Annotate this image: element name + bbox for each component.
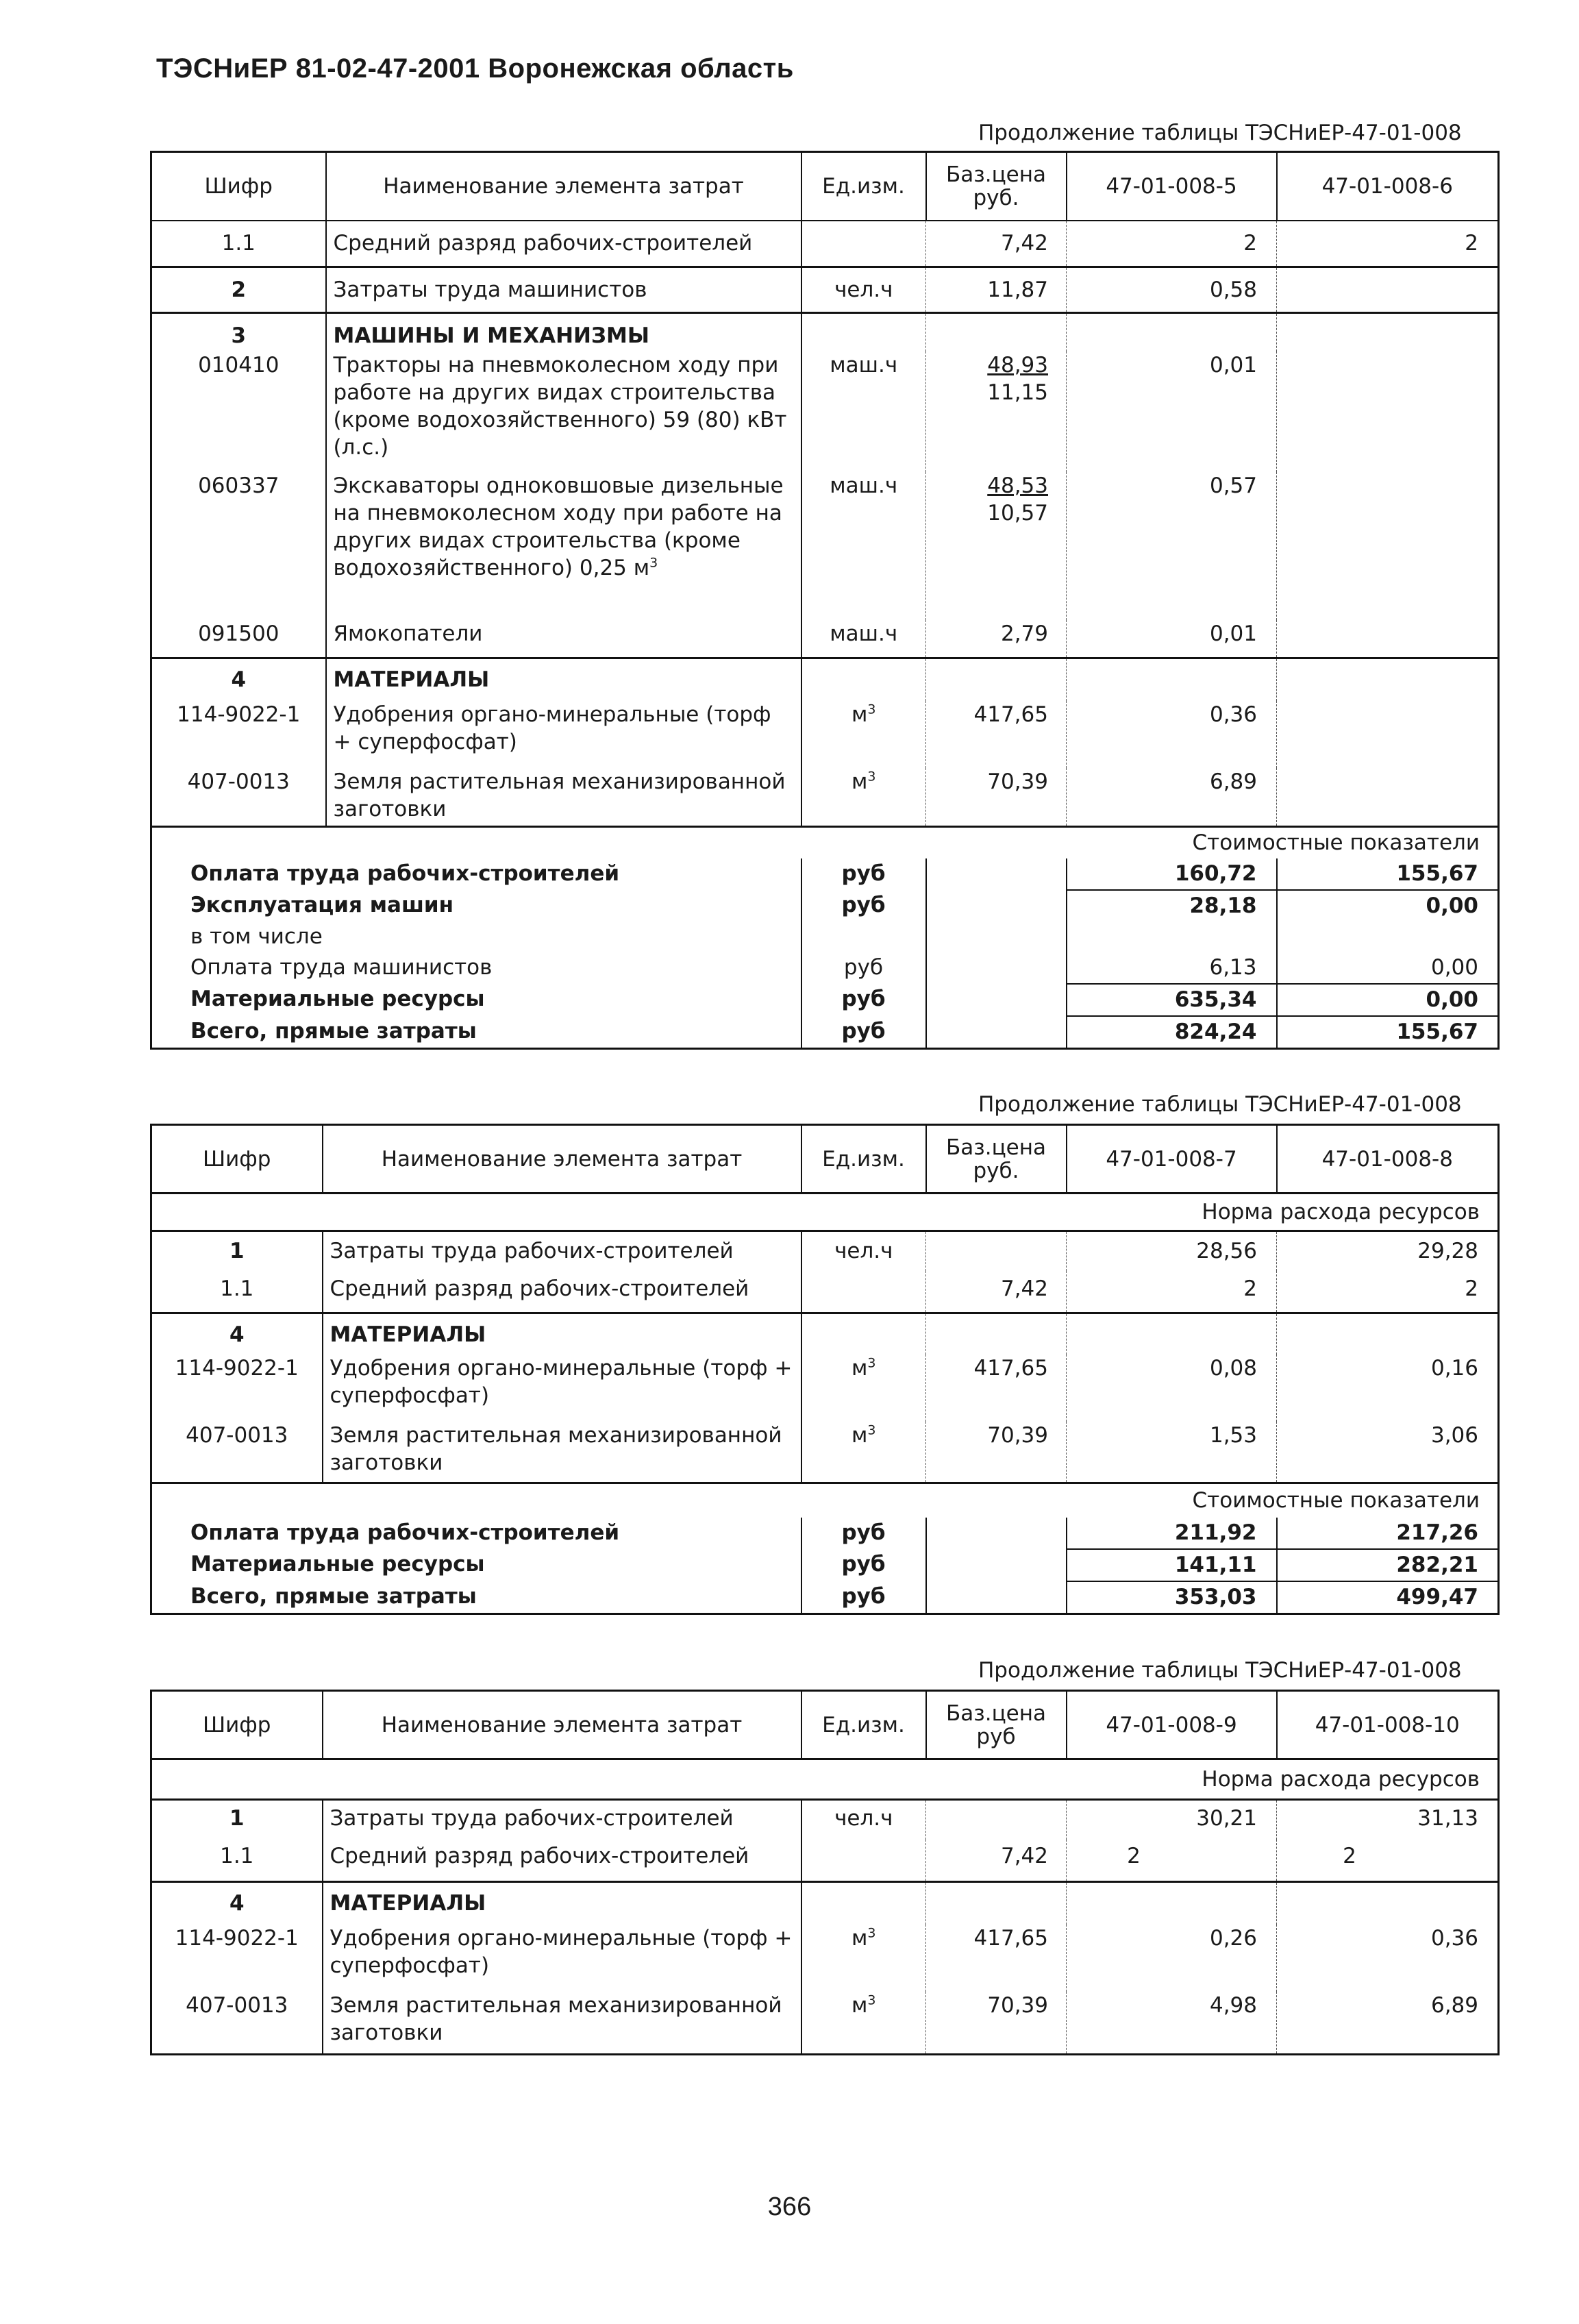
cell-unit bbox=[801, 1925, 926, 1992]
price-main: 48,93 bbox=[987, 352, 1048, 378]
summary-row bbox=[151, 1581, 1499, 1614]
table-row bbox=[151, 1800, 1499, 1840]
col-base-price: Баз.цена руб. bbox=[926, 1125, 1067, 1194]
cell-price: 7,42 bbox=[926, 221, 1067, 267]
col-code-1: 47-01-008-7 bbox=[1067, 1125, 1277, 1194]
cell-section: МАШИНЫ И МЕХАНИЗМЫ bbox=[326, 313, 801, 351]
cell-value-1: 6,89 bbox=[1067, 768, 1277, 827]
cell-unit bbox=[801, 1271, 926, 1313]
col-base-price: Баз.цена руб bbox=[926, 1691, 1067, 1759]
cell-unit bbox=[801, 701, 926, 768]
cell-code: 3 bbox=[151, 313, 326, 351]
summary-row bbox=[151, 1016, 1499, 1049]
summary-value-1: 28,18 bbox=[1067, 890, 1277, 922]
cell-value-2 bbox=[1277, 620, 1499, 658]
price-main: 48,53 bbox=[987, 473, 1048, 498]
cell-unit: чел.ч bbox=[801, 1800, 926, 1840]
cell-code: 407-0013 bbox=[151, 1992, 323, 2055]
cell-price bbox=[926, 351, 1067, 472]
summary-value-1: 635,34 bbox=[1067, 984, 1277, 1016]
cell-value-1: 28,56 bbox=[1067, 1231, 1277, 1271]
cell-name bbox=[326, 472, 801, 620]
cost-indicators-row bbox=[151, 827, 1499, 858]
table2-header bbox=[151, 1125, 1499, 1194]
summary-value-2: 0,00 bbox=[1277, 952, 1499, 984]
summary-unit: руб bbox=[801, 952, 926, 984]
cost-indicators-label: Стоимостные показатели bbox=[151, 1483, 1499, 1518]
cell-code: 4 bbox=[151, 658, 326, 701]
cell-unit bbox=[801, 1840, 926, 1882]
cell-code: 060337 bbox=[151, 472, 326, 620]
unit-text: м bbox=[851, 1422, 868, 1448]
cell-value-2 bbox=[1277, 701, 1499, 768]
resource-norm-label: Норма расхода ресурсов bbox=[151, 1759, 1499, 1800]
cell-name: Затраты труда рабочих-строителей bbox=[323, 1231, 801, 1271]
table3-header bbox=[151, 1691, 1499, 1759]
cell-value-1: 0,01 bbox=[1067, 351, 1277, 472]
table3 bbox=[150, 1690, 1500, 2055]
cell-value-1: 2 bbox=[1067, 221, 1277, 267]
cell-unit bbox=[801, 1992, 926, 2055]
cell-price: 417,65 bbox=[926, 1925, 1067, 1992]
cell-name-text: Экскаваторы одноковшовые дизельные на пневмоколесном ходу при работе на других видах строительства (кроме водохозяйственного) 0,25 м bbox=[333, 473, 784, 580]
table-row bbox=[151, 1882, 1499, 1925]
unit-text: м bbox=[851, 1992, 868, 2018]
cell-value-2: 0,36 bbox=[1430, 1925, 1478, 1951]
cell-code: 1.1 bbox=[151, 1840, 323, 1882]
cell-section: МАТЕРИАЛЫ bbox=[323, 1882, 801, 1925]
cell-name: Затраты труда рабочих-строителей bbox=[323, 1800, 801, 1840]
summary-value-1: 211,92 bbox=[1067, 1518, 1277, 1549]
summary-value-2: 0,00 bbox=[1426, 893, 1478, 918]
summary-value-2: 0,00 bbox=[1277, 984, 1499, 1016]
summary-value-2: 155,67 bbox=[1277, 858, 1499, 890]
table-row bbox=[151, 1271, 1499, 1313]
unit-text: м bbox=[851, 702, 868, 727]
cell-name: Средний разряд рабочих-строителей bbox=[326, 221, 801, 267]
table2 bbox=[150, 1124, 1500, 1615]
cell-value-1: 0,26 bbox=[1067, 1925, 1277, 1992]
unit-text: м bbox=[851, 1355, 868, 1381]
cell-code: 114-9022-1 bbox=[151, 1355, 323, 1422]
cell-value-1: 0,57 bbox=[1067, 472, 1277, 620]
cell-price bbox=[926, 1231, 1067, 1271]
col-unit: Ед.изм. bbox=[801, 152, 926, 221]
table-row bbox=[151, 768, 1499, 827]
superscript: 3 bbox=[867, 702, 876, 717]
unit-text: м bbox=[851, 1925, 868, 1951]
col-code-1: 47-01-008-9 bbox=[1067, 1691, 1277, 1759]
summary-unit: руб bbox=[801, 984, 926, 1016]
cost-indicators-label: Стоимостные показатели bbox=[151, 827, 1499, 858]
superscript: 3 bbox=[867, 1992, 876, 2008]
cell-value-2: 29,28 bbox=[1277, 1231, 1499, 1271]
summary-value-1: 6,13 bbox=[1067, 952, 1277, 984]
col-name: Наименование элемента затрат bbox=[323, 1691, 801, 1759]
summary-row bbox=[151, 1518, 1499, 1549]
summary-row bbox=[151, 890, 1499, 922]
summary-value-1: 824,24 bbox=[1067, 1016, 1277, 1049]
cell-name: Средний разряд рабочих-строителей bbox=[323, 1840, 801, 1882]
summary-label: Всего, прямые затраты bbox=[151, 1016, 801, 1049]
summary-value-2: 499,47 bbox=[1396, 1584, 1478, 1609]
cell-value-2: 31,13 bbox=[1277, 1800, 1499, 1840]
cell-value-2: 2 bbox=[1465, 230, 1478, 256]
superscript: 3 bbox=[867, 1925, 876, 1941]
summary-label: в том числе bbox=[151, 922, 801, 952]
table-row bbox=[151, 221, 1499, 267]
cell-value-2: 0,16 bbox=[1430, 1355, 1478, 1381]
cell-section: МАТЕРИАЛЫ bbox=[326, 658, 801, 701]
cell-code: 114-9022-1 bbox=[151, 701, 326, 768]
summary-label: Эксплуатация машин bbox=[151, 890, 801, 922]
cell-name: Земля растительная механизированной заготовки bbox=[323, 1992, 801, 2055]
cell-unit bbox=[801, 1355, 926, 1422]
cell-name: Удобрения органо-минеральные (торф + суперфосфат) bbox=[323, 1355, 801, 1422]
cell-code: 1 bbox=[151, 1231, 323, 1271]
cell-code: 114-9022-1 bbox=[151, 1925, 323, 1992]
cell-name: Тракторы на пневмоколесном ходу при работе на других видах строительства (кроме водохозяйственного) 59 (80) кВт (л.с.) bbox=[326, 351, 801, 472]
cell-name: Удобрения органо-минеральные (торф + суперфосфат) bbox=[326, 701, 801, 768]
summary-value-2: 282,21 bbox=[1277, 1549, 1499, 1581]
table-row bbox=[151, 1231, 1499, 1271]
table-row bbox=[151, 1925, 1499, 1992]
cell-code: 1.1 bbox=[151, 221, 326, 267]
cell-value-1: 4,98 bbox=[1067, 1992, 1277, 2055]
summary-unit: руб bbox=[801, 1549, 926, 1581]
table1-header bbox=[151, 152, 1499, 221]
table-row bbox=[151, 472, 1499, 620]
table2-continuation: Продолжение таблицы ТЭСНиЕР-47-01-008 bbox=[978, 1092, 1462, 1117]
price-wage: 11,15 bbox=[987, 380, 1048, 405]
table-row bbox=[151, 658, 1499, 701]
table-row bbox=[151, 1355, 1499, 1422]
cell-unit bbox=[801, 768, 926, 827]
summary-label: Материальные ресурсы bbox=[151, 1549, 801, 1581]
summary-row bbox=[151, 952, 1499, 984]
summary-unit: руб bbox=[801, 890, 926, 922]
resource-norm-row bbox=[151, 1759, 1499, 1800]
summary-label: Оплата труда машинистов bbox=[151, 952, 801, 984]
cell-value-1: 0,08 bbox=[1067, 1355, 1277, 1422]
summary-value-1: 141,11 bbox=[1067, 1549, 1277, 1581]
cell-price: 2,79 bbox=[926, 620, 1067, 658]
summary-row bbox=[151, 984, 1499, 1016]
table1 bbox=[150, 151, 1500, 1050]
page-number: 366 bbox=[767, 2192, 812, 2221]
table-row bbox=[151, 351, 1499, 472]
cell-code: 1 bbox=[151, 1800, 323, 1840]
cell-code: 4 bbox=[151, 1313, 323, 1355]
price-wage: 10,57 bbox=[987, 500, 1048, 526]
cell-value-2: 2 bbox=[1465, 1276, 1478, 1301]
cell-unit bbox=[801, 1422, 926, 1483]
cell-code: 407-0013 bbox=[151, 1422, 323, 1483]
resource-norm-row bbox=[151, 1194, 1499, 1231]
col-code-2: 47-01-008-8 bbox=[1277, 1125, 1499, 1194]
summary-label: Оплата труда рабочих-строителей bbox=[151, 1518, 801, 1549]
col-code-1: 47-01-008-5 bbox=[1067, 152, 1277, 221]
cell-code: 010410 bbox=[151, 351, 326, 472]
table-row bbox=[151, 1313, 1499, 1355]
summary-unit: руб bbox=[801, 1581, 926, 1614]
summary-value-2: 217,26 bbox=[1277, 1518, 1499, 1549]
cell-code: 091500 bbox=[151, 620, 326, 658]
cell-value-2 bbox=[1277, 768, 1499, 827]
cell-price bbox=[926, 472, 1067, 620]
summary-unit: руб bbox=[801, 858, 926, 890]
cell-value-1: 0,58 bbox=[1067, 267, 1277, 313]
cell-code: 1.1 bbox=[151, 1271, 323, 1313]
table-row bbox=[151, 1992, 1499, 2055]
col-name: Наименование элемента затрат bbox=[326, 152, 801, 221]
cell-section: МАТЕРИАЛЫ bbox=[323, 1313, 801, 1355]
superscript: 3 bbox=[867, 1422, 876, 1438]
col-cipher: Шифр bbox=[151, 152, 326, 221]
cell-unit bbox=[801, 221, 926, 267]
table1-continuation: Продолжение таблицы ТЭСНиЕР-47-01-008 bbox=[978, 121, 1462, 145]
cell-unit: маш.ч bbox=[801, 351, 926, 472]
cell-value-2 bbox=[1277, 472, 1499, 620]
cell-unit: маш.ч bbox=[801, 620, 926, 658]
cell-unit: чел.ч bbox=[801, 267, 926, 313]
superscript: 3 bbox=[867, 1355, 876, 1371]
table-row bbox=[151, 313, 1499, 351]
col-unit: Ед.изм. bbox=[801, 1691, 926, 1759]
summary-label: Оплата труда рабочих-строителей bbox=[151, 858, 801, 890]
table-row bbox=[151, 1422, 1499, 1483]
superscript: 3 bbox=[649, 555, 658, 571]
resource-norm-label: Норма расхода ресурсов bbox=[151, 1194, 1499, 1231]
cell-code: 4 bbox=[151, 1882, 323, 1925]
cell-price: 11,87 bbox=[926, 267, 1067, 313]
summary-unit: руб bbox=[801, 1016, 926, 1049]
cell-price bbox=[926, 1800, 1067, 1840]
summary-row bbox=[151, 922, 1499, 952]
summary-value-1: 353,03 bbox=[1067, 1581, 1277, 1614]
table3-continuation: Продолжение таблицы ТЭСНиЕР-47-01-008 bbox=[978, 1658, 1462, 1683]
cell-value-1: 30,21 bbox=[1067, 1800, 1277, 1840]
cell-value-1: 2 bbox=[1067, 1840, 1277, 1882]
cell-code: 2 bbox=[151, 267, 326, 313]
col-code-2: 47-01-008-6 bbox=[1277, 152, 1499, 221]
summary-label: Материальные ресурсы bbox=[151, 984, 801, 1016]
table-row bbox=[151, 1840, 1499, 1882]
col-code-2: 47-01-008-10 bbox=[1277, 1691, 1499, 1759]
unit-text: м bbox=[851, 769, 868, 794]
cell-price: 70,39 bbox=[926, 1992, 1067, 2055]
cell-value-1: 2 bbox=[1067, 1271, 1277, 1313]
summary-value-2: 155,67 bbox=[1396, 1019, 1478, 1044]
cell-value-2: 3,06 bbox=[1430, 1422, 1478, 1448]
col-unit: Ед.изм. bbox=[801, 1125, 926, 1194]
cell-value-1: 1,53 bbox=[1067, 1422, 1277, 1483]
table-row bbox=[151, 620, 1499, 658]
table-row bbox=[151, 701, 1499, 768]
cell-name: Ямокопатели bbox=[326, 620, 801, 658]
cell-value-2 bbox=[1277, 267, 1499, 313]
cell-name: Средний разряд рабочих-строителей bbox=[323, 1271, 801, 1313]
summary-row bbox=[151, 1549, 1499, 1581]
cell-name: Затраты труда машинистов bbox=[326, 267, 801, 313]
cost-indicators-row bbox=[151, 1483, 1499, 1518]
col-name: Наименование элемента затрат bbox=[323, 1125, 801, 1194]
superscript: 3 bbox=[867, 769, 876, 784]
cell-value-2 bbox=[1277, 351, 1499, 472]
cell-name: Земля растительная механизированной заготовки bbox=[326, 768, 801, 827]
cell-value-1: 0,01 bbox=[1067, 620, 1277, 658]
cell-price: 70,39 bbox=[926, 768, 1067, 827]
cell-price: 7,42 bbox=[926, 1840, 1067, 1882]
summary-row bbox=[151, 858, 1499, 890]
cell-price: 417,65 bbox=[926, 1355, 1067, 1422]
summary-unit: руб bbox=[801, 1518, 926, 1549]
col-cipher: Шифр bbox=[151, 1125, 323, 1194]
cell-price: 70,39 bbox=[926, 1422, 1067, 1483]
cell-unit: маш.ч bbox=[801, 472, 926, 620]
cell-price: 7,42 bbox=[926, 1271, 1067, 1313]
col-cipher: Шифр bbox=[151, 1691, 323, 1759]
summary-value-1: 160,72 bbox=[1067, 858, 1277, 890]
cell-name: Земля растительная механизированной заготовки bbox=[323, 1422, 801, 1483]
cell-name: Удобрения органо-минеральные (торф + суперфосфат) bbox=[323, 1925, 801, 1992]
cell-price: 417,65 bbox=[926, 701, 1067, 768]
cell-code: 407-0013 bbox=[151, 768, 326, 827]
cell-value-1: 0,36 bbox=[1067, 701, 1277, 768]
col-base-price: Баз.цена руб. bbox=[926, 152, 1067, 221]
document-title: ТЭСНиЕР 81-02-47-2001 Воронежская область bbox=[156, 53, 794, 84]
cell-value-2: 6,89 bbox=[1430, 1992, 1478, 2018]
cell-value-2: 2 bbox=[1343, 1843, 1356, 1868]
summary-label: Всего, прямые затраты bbox=[151, 1581, 801, 1614]
cell-unit: чел.ч bbox=[801, 1231, 926, 1271]
table-row bbox=[151, 267, 1499, 313]
